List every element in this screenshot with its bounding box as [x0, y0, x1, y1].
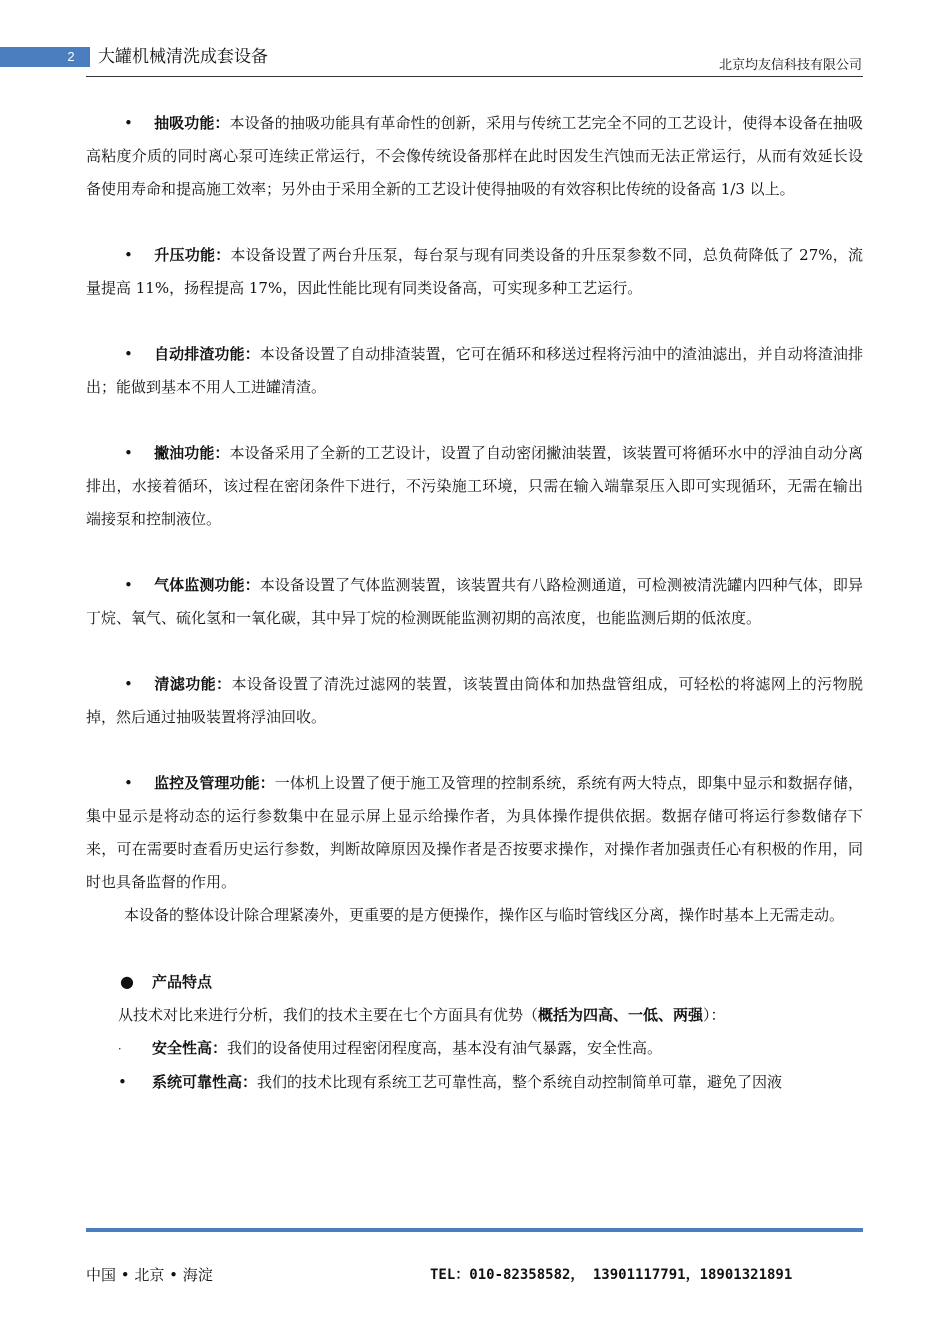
- feature-text: 本设备采用了全新的工艺设计，设置了自动密闭撇油装置，该装置可将循环水中的浮油自动分离排出，水接着循环，该过程在密闭条件下进行，不污染施工环境，只需在输入端靠泵压入即可实现循环，无需在输出端接泵和控制液位。: [86, 444, 863, 528]
- bullet-icon: ●: [120, 972, 134, 991]
- bullet-icon: •: [124, 576, 133, 594]
- section-heading: ● 产品特点: [86, 965, 863, 999]
- header-divider: [86, 76, 863, 77]
- feature-text: 本设备设置了清洗过滤网的装置，该装置由筒体和加热盘管组成，可轻松的将滤网上的污物脱掉，然后通过抽吸装置将浮油回收。: [86, 675, 863, 726]
- feature-text: 一体机上设置了便于施工及管理的控制系统，系统有两大特点，即集中显示和数据存储，集中显示是将动态的运行参数集中在显示屏上显示给操作者，为具体操作提供依据。数据存储可将运行参数储存下来，可在需要时查看历史运行参数，判断故障原因及操作者是否按要求操作，对操作者加强责任心有积极的作用，同时也具备监督的作用。: [86, 774, 863, 891]
- feature-paragraph: [86, 437, 863, 536]
- summary-paragraph: 本设备的整体设计除合理紧凑外，更重要的是方便操作，操作区与临时管线区分离，操作时基本上无需走动。: [124, 906, 845, 924]
- feature-label: 升压功能：: [154, 246, 231, 264]
- feature-text: 本设备的抽吸功能具有革命性的创新，采用与传统工艺完全不同的工艺设计，使得本设备在抽吸高粘度介质的同时离心泵可连续正常运行，不会像传统设备那样在此时因发生汽蚀而无法正常运行，从而有效延长设备使用寿命和提高施工效率；另外由于采用全新的工艺设计使得抽吸的有效容积比传统的设备高 1/3 以上。: [86, 114, 863, 198]
- bullet-icon: •: [124, 246, 133, 264]
- company-name: 北京均友信科技有限公司: [718, 58, 862, 73]
- bullet-icon: •: [124, 774, 133, 792]
- bullet-icon: •: [124, 675, 133, 693]
- feature-label: 自动排渣功能：: [154, 345, 260, 363]
- feature-paragraph: [86, 668, 863, 734]
- bullet-icon: ·: [118, 1042, 122, 1056]
- bullet-icon: •: [124, 345, 133, 363]
- feature-text: 本设备设置了自动排渣装置，它可在循环和移送过程将污油中的渣油滤出，并自动将渣油排出；能做到基本不用人工进罐清渣。: [86, 345, 863, 396]
- page-content: [86, 107, 863, 1099]
- section-intro: 从技术对比来进行分析，我们的技术主要在七个方面具有优势（概括为四高、一低、两强）：: [118, 1006, 726, 1024]
- footer-contact: TEL：010-82358582， 13901117791，18901321891: [430, 1267, 793, 1283]
- advantage-item: [86, 1032, 863, 1066]
- feature-paragraph: [86, 239, 863, 305]
- advantage-text: 我们的技术比现有系统工艺可靠性高，整个系统自动控制简单可靠，避免了因液: [257, 1072, 783, 1091]
- feature-label: 撇油功能：: [154, 444, 230, 462]
- advantage-label: 安全性高：: [152, 1039, 228, 1057]
- bullet-icon: •: [124, 444, 133, 462]
- feature-text: 本设备设置了两台升压泵，每台泵与现有同类设备的升压泵参数不同，总负荷降低了 27%，流量提高 11%，扬程提高 17%，因此性能比现有同类设备高，可实现多种工艺运行。: [86, 246, 863, 297]
- feature-label: 气体监测功能：: [154, 576, 260, 594]
- bullet-icon: •: [124, 114, 133, 132]
- feature-text: 本设备设置了气体监测装置，该装置共有八路检测通道，可检测被清洗罐内四种气体，即异丁烷、氧气、硫化氢和一氧化碳，其中异丁烷的检测既能监测初期的高浓度，也能监测后期的低浓度。: [86, 576, 863, 627]
- feature-paragraph: [86, 107, 863, 206]
- footer-divider: [86, 1228, 863, 1232]
- advantage-item: [86, 1066, 863, 1099]
- feature-paragraph: [86, 767, 863, 899]
- feature-label: 抽吸功能：: [154, 114, 230, 132]
- footer-location: 中国 • 北京 • 海淀: [86, 1266, 213, 1284]
- advantage-label: 系统可靠性高：: [152, 1072, 258, 1091]
- bullet-icon: •: [118, 1072, 127, 1091]
- feature-paragraph: [86, 569, 863, 635]
- feature-label: 监控及管理功能：: [154, 774, 275, 792]
- document-title: 大罐机械清洗成套设备: [98, 47, 268, 67]
- feature-paragraph: [86, 338, 863, 404]
- intro-emphasis: 概括为四高、一低、两强: [538, 1006, 704, 1024]
- feature-label: 清滤功能：: [154, 675, 232, 693]
- advantage-text: 我们的设备使用过程密闭程度高，基本没有油气暴露，安全性高。: [227, 1039, 663, 1057]
- page-number: 2: [67, 49, 75, 64]
